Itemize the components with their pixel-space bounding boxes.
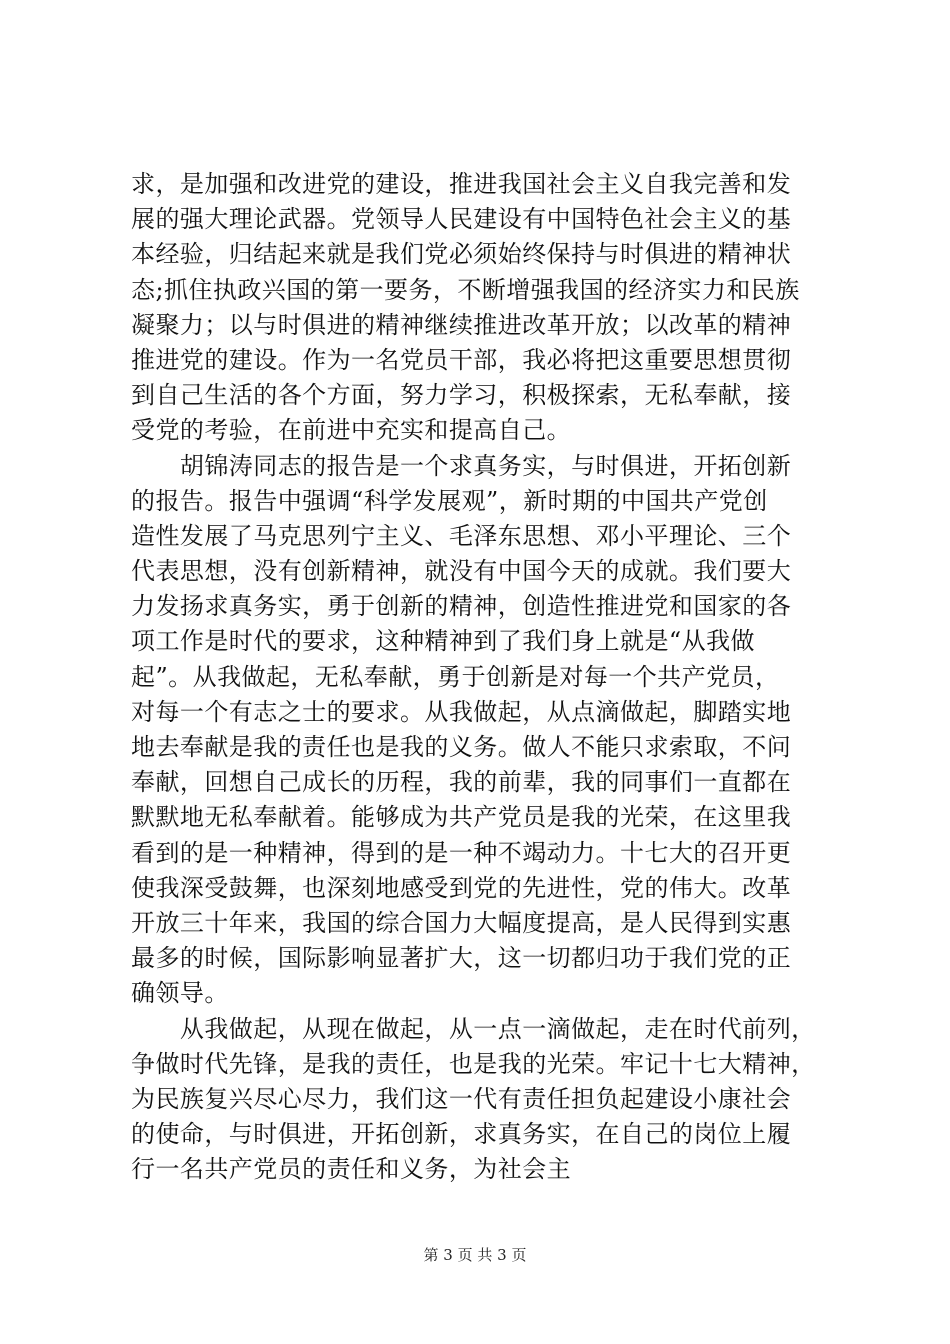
text-line: 受党的考验，在前进中充实和提高自己。 xyxy=(131,416,572,445)
text-line: 本经验，归结起来就是我们党必须始终保持与时俱进的精神状 xyxy=(131,240,792,269)
body-text xyxy=(131,167,831,1187)
text-line: 求，是加强和改进党的建设，推进我国社会主义自我完善和发 xyxy=(131,170,792,198)
text-line: 到自己生活的各个方面，努力学习，积极探索，无私奉献，接 xyxy=(131,381,792,410)
text-line: 凝聚力；以与时俱进的精神继续推进改革开放；以改革的精神 xyxy=(131,310,792,339)
text-line: 的使命，与时俱进，开拓创新，求真务实，在自己的岗位上履 xyxy=(131,1120,792,1149)
page-footer: 第 3 页 共 3 页 xyxy=(423,1246,527,1264)
text-line: 对每一个有志之士的要求。从我做起，从点滴做起，脚踏实地 xyxy=(131,697,792,726)
text-line: 争做时代先锋，是我的责任，也是我的光荣。牢记十七大精神， xyxy=(131,1049,816,1078)
text-line: 代表思想，没有创新精神，就没有中国今天的成就。我们要大 xyxy=(131,557,792,586)
text-line: 胡锦涛同志的报告是一个求真务实，与时俱进，开拓创新 xyxy=(131,451,792,480)
text-line: 为民族复兴尽心尽力，我们这一代有责任担负起建设小康社会 xyxy=(131,1084,792,1113)
text-line: 默默地无私奉献着。能够成为共产党员是我的光荣，在这里我 xyxy=(131,803,792,832)
text-line: 态;抓住执政兴国的第一要务，不断增强我国的经济实力和民族 xyxy=(131,275,800,304)
text-line: 地去奉献是我的责任也是我的义务。做人不能只求索取，不问 xyxy=(131,733,792,761)
text-line: 确领导。 xyxy=(131,979,229,1008)
text-line: 奉献，回想自己成长的历程，我的前辈，我的同事们一直都在 xyxy=(131,768,792,797)
text-line: 使我深受鼓舞，也深刻地感受到党的先进性，党的伟大。改革 xyxy=(131,873,792,902)
text-line: 项工作是时代的要求，这种精神到了我们身上就是“从我做 xyxy=(131,627,755,656)
text-line: 看到的是一种精神，得到的是一种不竭动力。十七大的召开更 xyxy=(131,838,792,867)
text-line: 最多的时候，国际影响显著扩大，这一切都归功于我们党的正 xyxy=(131,944,792,973)
text-line: 力发扬求真务实，勇于创新的精神，创造性推进党和国家的各 xyxy=(131,592,792,621)
text-line: 起”。从我做起，无私奉献，勇于创新是对每一个共产党员， xyxy=(131,662,780,691)
text-line: 推进党的建设。作为一名党员干部，我必将把这重要思想贯彻 xyxy=(131,345,792,374)
text-line: 行一名共产党员的责任和义务，为社会主 xyxy=(131,1155,572,1184)
text-line: 的报告。报告中强调“科学发展观”，新时期的中国共产党创 xyxy=(131,486,768,515)
text-line: 展的强大理论武器。党领导人民建设有中国特色社会主义的基 xyxy=(131,205,792,234)
text-line: 造性发展了马克思列宁主义、毛泽东思想、邓小平理论、三个 xyxy=(131,521,792,550)
text-line: 从我做起，从现在做起，从一点一滴做起，走在时代前列， xyxy=(131,1014,816,1043)
text-line: 开放三十年来，我国的综合国力大幅度提高，是人民得到实惠 xyxy=(131,908,792,937)
